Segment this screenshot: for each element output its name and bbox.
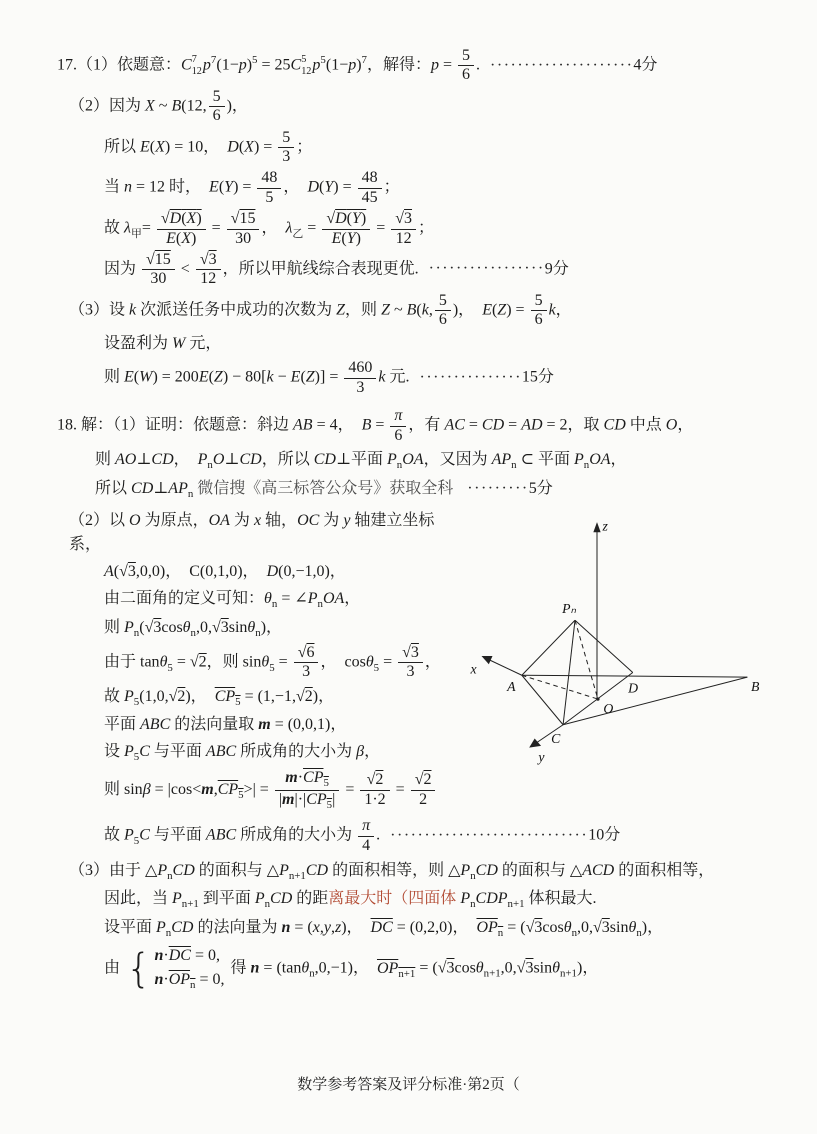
content-line: （2）因为 X ~ B(12, $\frac{5}{6}$ )，	[69, 87, 248, 125]
content-line: 因为 $\frac{√15}{30}$ < $\frac{√3}{12}$ ，所以甲航线综合表现更优. ·················9分	[104, 250, 569, 288]
content-line: 所以 $CD\perp AP_n$ 微信搜《高三标答公众号》获取全科 ·········5分	[95, 479, 553, 500]
content-line: （3）设 k 次派送任务中成功的次数为 Z，则 Z ~ B(k, $\frac{5}{6}$ )， E(Z) = $\frac{5}{6}$ k，	[69, 291, 572, 329]
section-18-part3	[57, 859, 795, 994]
point-O-dot	[596, 697, 599, 700]
tetrahedron-diagram	[465, 506, 795, 783]
point-label-O: O	[603, 700, 614, 716]
content-line: 平面 ABC 的法向量取 m = (0,0,1)，	[104, 716, 347, 734]
section-18-part1	[57, 407, 795, 502]
content-line: 设盈利为 W 元，	[104, 335, 222, 353]
figure-svg	[465, 512, 795, 778]
score-dotted-leader: ·················	[428, 260, 545, 278]
point-label-C: C	[551, 731, 561, 747]
section-18-part2-text	[57, 506, 465, 814]
content-line: 所以 E(X) = 10， D(X) = $\frac{5}{3}$ ；	[104, 128, 313, 165]
score-dotted-leader: ·····························	[390, 826, 589, 844]
content-line: 则 AO⊥CD， $P_nO\perp CD$，所以 CD⊥平面 $P_nOA$，又因为 $AP_n$ ⊂ 平面 $P_nOA$，	[95, 451, 627, 472]
content-line: 由于 tanθ$_5$ = √2，则 sinθ$_5$ = $\frac{√6}{3}$ ， cosθ$_5$ = $\frac{√3}{3}$ ，	[104, 644, 441, 681]
cases-brace: {	[126, 946, 152, 993]
content-line: 故 $P_5(1,0,√2)$， $CP_5 = (1,-1,√2)$，	[104, 687, 335, 708]
content-line: 设平面 $P_nCD$ 的法向量为 n = (x,y,z)， $\overline{DC} = (0,2,0)$， $OP_n = (√3\cos\theta_n,0,√3\sin\theta_n)$，	[104, 918, 664, 940]
content-line: 则 $\sin\beta = |\cos<m,CP_5>|$ = $\frac{m\cdot CP_5}{|m|\cdot|CP_5|}$ = $\frac{√2}{1\cdot 2}$ = $\frac{√2}{2}$	[104, 769, 465, 811]
section-18-part2	[57, 506, 795, 814]
content-line: 设 $P_5C$ 与平面 ABC 所成角的大小为 β，	[104, 743, 381, 764]
point-label-B: B	[751, 678, 760, 694]
section-17	[57, 47, 795, 397]
content-line: 则 E(W) = 200E(Z) − 80[k − E(Z)] = $\frac{460}{3}$ k 元. ···············15分	[104, 359, 554, 396]
content-line: 则 $P_n(√3\cos\theta_n,0,√3\sin\theta_n)$，	[104, 618, 283, 639]
score-dotted-leader: ·····················	[490, 56, 634, 74]
content-line: 因此，当 $P_{n+1}$ 到平面 $P_nCD$ 的距离最大时（四面体 $P_nCDP_{n+1}$ 体积最大.	[104, 890, 597, 911]
content-line: 18. 解：（1）证明：依题意：斜边 AB = 4， B = $\frac{\pi}{6}$ ，有 AC = CD = AD = 2，取 CD 中点 O，	[57, 407, 694, 444]
content-line: 由 { $n\cdot\overline{DC} = 0$, $n\cdot OP_n = 0$, 得 n = (tanθ$_n$,0,−1)， $OP_{n+1} = (√3\cos\theta_{n+1},0,√3\sin\theta_{n+1})$，	[104, 946, 599, 993]
y-axis-arrow	[529, 739, 541, 748]
point-label-Pn: Pₙ	[562, 600, 577, 616]
content-line: 由二面角的定义可知：$\theta_n$ = $\angle P_nOA$，	[104, 590, 361, 611]
content-line: A(√3,0,0)， C(0,1,0)， D(0,−1,0)，	[104, 563, 346, 581]
content-line: 17.（1）依题意：C 7 12 $p^7(1-p)^5 = 25C$ 5 12 $p^5(1-p)^7$，解得：p = $\frac{5}{6}$ . ·····················4分	[57, 47, 658, 84]
watermark-text: 离最大时（四面体	[328, 890, 457, 908]
content-line: 故 $\lambda_甲=$ $\frac{√D(X)}{E(X)}$ = $\frac{√15}{30}$ ， $\lambda_乙$ = $\frac{√D(Y)}{E(Y)}$ = $\frac{√3}{12}$ ；	[104, 210, 435, 247]
content-line: 故 $P_5C$ 与平面 ABC 所成角的大小为 $\frac{\pi}{4}$ . ·····························10分	[104, 817, 621, 854]
content-line: （3）由于 $\triangle P_nCD$ 的面积与 $\triangle P_{n+1}CD$ 的面积相等，则 $\triangle P_nCD$ 的面积与 △ACD 的面积相等，	[69, 861, 715, 883]
point-label-A: A	[507, 678, 516, 694]
z-axis-arrow	[593, 522, 600, 532]
axis-label-z: z	[602, 518, 608, 534]
score-dotted-leader: ···············	[419, 369, 522, 387]
content-line: 当 n = 12 时， E(Y) = $\frac{48}{5}$ ， D(Y) = $\frac{48}{45}$ ；	[104, 169, 400, 206]
score-dotted-leader: ·········	[467, 479, 529, 497]
figure-labels	[470, 518, 761, 764]
page-footer: 数学参考答案及评分标准·第2页（	[297, 1077, 520, 1093]
figure-edges	[482, 522, 748, 748]
watermark-text: 微信搜《高三标答公众号》获取全科	[197, 479, 454, 497]
point-label-D: D	[628, 680, 639, 696]
axis-label-y: y	[538, 749, 545, 765]
content-line: （2）以 O 为原点，OA 为 x 轴，OC 为 y 轴建立坐标系，	[69, 512, 435, 554]
axis-label-x: x	[470, 661, 477, 677]
section-18-part2-result	[57, 817, 795, 855]
